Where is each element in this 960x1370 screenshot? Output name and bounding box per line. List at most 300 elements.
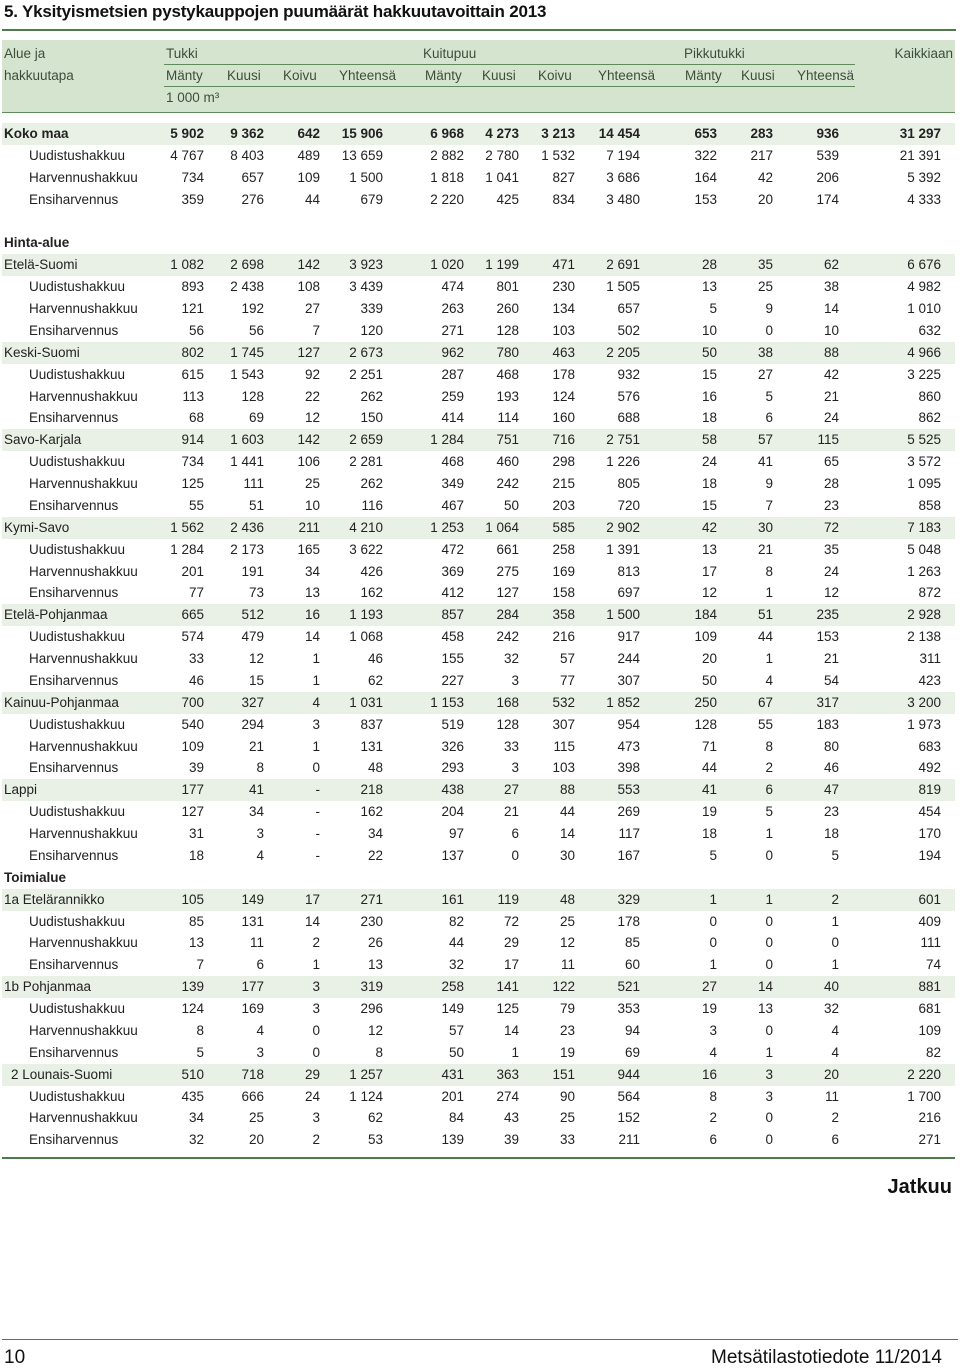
cell-value: 1 500: [349, 169, 383, 185]
table-row: [2, 911, 955, 933]
table-row: [2, 320, 955, 342]
cell-value: 460: [496, 454, 519, 470]
publication-name: Metsätilastotiedote 11/2014: [711, 1347, 942, 1368]
cell-value: 28: [701, 257, 717, 273]
cell-value: 142: [297, 432, 320, 448]
cell-value: 183: [816, 716, 839, 732]
cell-value: 472: [441, 541, 464, 557]
cell-value: 601: [918, 891, 941, 907]
cell-value: 27: [701, 979, 717, 995]
cell-value: 0: [709, 913, 717, 929]
table-row: [2, 1129, 955, 1151]
cell-value: 2 205: [606, 344, 640, 360]
cell-value: 28: [823, 476, 839, 491]
cell-value: 177: [181, 782, 204, 798]
cell-value: 30: [757, 519, 773, 535]
row-label: Etelä-Suomi: [4, 257, 78, 273]
cell-value: 14: [823, 301, 839, 316]
cell-value: 932: [617, 366, 640, 382]
group-tukki: Tukki: [166, 46, 198, 61]
cell-value: 8: [765, 563, 773, 579]
cell-value: 13: [701, 541, 717, 557]
cell-value: 51: [757, 607, 773, 623]
cell-value: 109: [694, 629, 717, 645]
cell-value: 42: [757, 169, 773, 185]
cell-value: 2 751: [606, 432, 640, 448]
cell-value: 109: [918, 1022, 941, 1038]
cell-value: 819: [918, 782, 941, 798]
cell-value: 57: [448, 1022, 464, 1038]
table-row: [2, 889, 955, 911]
row-label: Uudistushakkuu: [29, 804, 126, 820]
cell-value: 20: [248, 1132, 264, 1148]
cell-value: 1: [765, 826, 773, 841]
row-label: Ensiharvennus: [29, 672, 119, 688]
cell-value: 117: [618, 826, 640, 841]
cell-value: 468: [496, 366, 519, 382]
cell-value: 215: [552, 476, 575, 491]
cell-value: 5: [765, 388, 773, 404]
cell-value: 4: [831, 1044, 839, 1060]
cell-value: 532: [552, 694, 575, 710]
cell-value: 14: [304, 629, 320, 645]
cell-value: 94: [624, 1022, 640, 1038]
header-row-label-2: hakkuutapa: [4, 68, 74, 83]
cell-value: 1 020: [430, 257, 464, 273]
cell-value: 68: [188, 410, 204, 426]
cell-value: 7 194: [606, 147, 640, 163]
cell-value: 72: [503, 913, 519, 929]
cell-value: 250: [694, 694, 717, 710]
cell-value: 25: [757, 279, 773, 295]
cell-value: 1: [831, 913, 839, 929]
cell-value: 121: [181, 301, 204, 316]
cell-value: 43: [503, 1110, 519, 1126]
cell-value: 353: [617, 1001, 640, 1016]
cell-value: 4 982: [907, 279, 941, 295]
cell-value: 111: [920, 935, 941, 951]
cell-value: 2 281: [349, 454, 383, 470]
cell-value: 657: [617, 301, 640, 316]
cell-value: 5: [709, 847, 717, 863]
cell-value: 6 676: [907, 257, 941, 273]
cell-value: 5 902: [170, 126, 204, 141]
cell-value: 16: [304, 607, 320, 623]
cell-value: 103: [552, 322, 575, 338]
cell-value: 8: [375, 1044, 383, 1060]
cell-value: 14: [559, 826, 575, 841]
cell-value: 962: [441, 344, 464, 360]
cell-value: 0: [765, 322, 773, 338]
cell-value: 79: [559, 1001, 575, 1016]
cell-value: 1: [765, 1044, 773, 1060]
table-row: [2, 342, 955, 364]
cell-value: 39: [503, 1132, 519, 1148]
row-label: Ensiharvennus: [29, 191, 119, 207]
cell-value: 1 010: [907, 301, 941, 316]
cell-value: 38: [757, 344, 773, 360]
row-label: Savo-Karjala: [4, 432, 82, 448]
cell-value: 46: [367, 651, 383, 666]
cell-value: 109: [297, 169, 320, 185]
cell-value: 14 454: [598, 126, 640, 141]
cell-value: 13: [304, 585, 320, 601]
cell-value: 42: [823, 366, 839, 382]
cell-value: 4: [709, 1044, 717, 1060]
cell-value: 260: [496, 301, 519, 316]
cell-value: 71: [701, 738, 717, 754]
cell-value: 106: [297, 454, 320, 470]
cell-value: 502: [617, 322, 640, 338]
cell-value: 242: [496, 476, 519, 491]
cell-value: 1 505: [606, 279, 640, 295]
cell-value: 13 659: [341, 147, 383, 163]
cell-value: 1 543: [230, 366, 264, 382]
cell-value: 458: [441, 629, 464, 645]
cell-value: 25: [304, 476, 320, 491]
cell-value: 2 673: [349, 344, 383, 360]
cell-value: 242: [496, 629, 519, 645]
cell-value: 230: [552, 279, 575, 295]
cell-value: -: [315, 804, 320, 820]
cell-value: 4: [256, 1022, 264, 1038]
cell-value: 34: [248, 804, 264, 820]
cell-value: 6: [709, 1132, 717, 1148]
cell-value: 1 153: [430, 694, 464, 710]
cell-value: 0: [709, 935, 717, 951]
cell-value: 666: [241, 1088, 264, 1104]
cell-value: 2: [312, 1132, 320, 1148]
cell-value: 206: [816, 169, 839, 185]
cell-value: 60: [624, 957, 640, 973]
cell-value: 2: [765, 760, 773, 776]
page-title: 5. Yksityismetsien pystykauppojen puumäärät hakkuutavoittain 2013: [4, 2, 547, 21]
cell-value: 23: [823, 804, 839, 820]
cell-value: 160: [552, 410, 575, 426]
cell-value: 84: [448, 1110, 464, 1126]
cell-value: 58: [701, 432, 717, 448]
cell-value: 2: [312, 935, 320, 951]
cell-value: 20: [757, 191, 773, 207]
cell-value: 2 928: [907, 607, 941, 623]
cell-value: 398: [617, 760, 640, 776]
cell-value: 21 391: [899, 147, 941, 163]
cell-value: 271: [360, 891, 383, 907]
cell-value: 468: [441, 454, 464, 470]
cell-value: 3 439: [349, 279, 383, 295]
cell-value: 149: [441, 1001, 464, 1016]
cell-value: 125: [181, 476, 204, 491]
table-row: [2, 145, 955, 167]
cell-value: 80: [823, 738, 839, 754]
cell-value: 510: [181, 1066, 204, 1082]
cell-value: 69: [624, 1044, 640, 1060]
cell-value: 0: [765, 847, 773, 863]
cell-value: 425: [496, 191, 519, 207]
cell-value: 62: [367, 672, 383, 688]
cell-value: 3: [765, 1088, 773, 1104]
cell-value: 917: [617, 629, 640, 645]
cell-value: 296: [360, 1001, 383, 1016]
cell-value: 30: [559, 847, 575, 863]
table-row: [2, 123, 955, 145]
cell-value: 51: [248, 497, 264, 513]
cell-value: 3: [511, 672, 519, 688]
cell-value: 688: [617, 410, 640, 426]
cell-value: 128: [694, 716, 717, 732]
row-label: Harvennushakkuu: [29, 476, 138, 491]
cell-value: 5: [765, 804, 773, 820]
cell-value: 1: [765, 651, 773, 666]
cell-value: 41: [248, 782, 264, 798]
cell-value: 7: [765, 497, 773, 513]
cell-value: 19: [701, 804, 717, 820]
cell-value: 4 333: [907, 191, 941, 207]
cell-value: 54: [823, 672, 839, 688]
cell-value: 18: [701, 826, 717, 841]
cell-value: 73: [248, 585, 264, 601]
cell-value: 115: [817, 432, 839, 448]
cell-value: 125: [496, 1001, 519, 1016]
row-label: Lappi: [4, 782, 38, 798]
cell-value: 2 251: [349, 366, 383, 382]
cell-value: 56: [248, 322, 264, 338]
cell-value: 2: [831, 891, 839, 907]
cell-value: 298: [552, 454, 575, 470]
cell-value: 0: [765, 935, 773, 951]
cell-value: 1 082: [170, 257, 204, 273]
cell-value: 1 263: [907, 563, 941, 579]
cell-value: 13: [701, 279, 717, 295]
cell-value: 857: [441, 607, 464, 623]
cell-value: 62: [823, 257, 839, 273]
cell-value: 8: [196, 1022, 204, 1038]
cell-value: 178: [617, 913, 640, 929]
cell-value: 6 968: [430, 126, 464, 141]
cell-value: 0: [312, 760, 320, 776]
cell-value: 311: [919, 651, 941, 666]
cell-value: 801: [496, 279, 519, 295]
cell-value: 1 284: [430, 432, 464, 448]
cell-value: 326: [441, 738, 464, 754]
subcol-pikku-manty: Mänty: [685, 68, 722, 83]
cell-value: 1 973: [907, 716, 941, 732]
cell-value: 860: [918, 388, 941, 404]
subcol-tukki-manty: Mänty: [166, 68, 203, 83]
cell-value: 27: [503, 782, 519, 798]
cell-value: 1 226: [606, 454, 640, 470]
cell-value: 15: [701, 366, 717, 382]
cell-value: 4 273: [485, 126, 519, 141]
cell-value: 1 095: [907, 476, 941, 491]
section-heading-row: [2, 232, 955, 254]
cell-value: 11: [560, 957, 575, 973]
cell-value: 211: [618, 1132, 640, 1148]
cell-value: 7 183: [907, 519, 941, 535]
cell-value: -: [315, 847, 320, 863]
row-label: Harvennushakkuu: [29, 1022, 138, 1038]
cell-value: 473: [617, 738, 640, 754]
cell-value: 805: [617, 476, 640, 491]
unit-label: 1 000 m³: [166, 90, 220, 105]
cell-value: 283: [750, 126, 773, 141]
cell-value: 2 173: [230, 541, 264, 557]
row-label: Ensiharvennus: [29, 847, 119, 863]
cell-value: 262: [360, 476, 383, 491]
cell-value: 1: [709, 891, 717, 907]
cell-value: 204: [441, 804, 464, 820]
cell-value: 164: [694, 169, 717, 185]
table-row: [2, 976, 955, 998]
table-row: [2, 823, 955, 845]
cell-value: 5: [709, 301, 717, 316]
cell-value: 10: [304, 497, 320, 513]
row-label: 2 Lounais-Suomi: [11, 1066, 113, 1082]
row-label: Harvennushakkuu: [29, 301, 138, 316]
cell-value: 720: [617, 497, 640, 513]
row-label: Ensiharvennus: [29, 760, 119, 776]
cell-value: 258: [441, 979, 464, 995]
table-row: [2, 845, 955, 867]
cell-value: 3: [312, 979, 320, 995]
cell-value: 13: [367, 957, 383, 973]
cell-value: 274: [496, 1088, 519, 1104]
cell-value: 827: [552, 169, 575, 185]
cell-value: 17: [304, 891, 320, 907]
subcol-underline: [164, 86, 855, 87]
cell-value: 169: [241, 1001, 264, 1016]
cell-value: 62: [367, 1110, 383, 1126]
cell-value: 944: [617, 1066, 640, 1082]
cell-value: 230: [360, 913, 383, 929]
cell-value: 914: [181, 432, 204, 448]
cell-value: 170: [918, 826, 941, 841]
cell-value: 474: [441, 279, 464, 295]
cell-value: 201: [181, 563, 204, 579]
cell-value: 409: [918, 913, 941, 929]
table-row: [2, 714, 955, 736]
cell-value: 359: [181, 191, 204, 207]
cell-value: 216: [918, 1110, 941, 1126]
table-row: [2, 473, 955, 495]
cell-value: 55: [188, 497, 204, 513]
cell-value: 44: [448, 935, 464, 951]
cell-value: 3: [511, 760, 519, 776]
table-header: [2, 40, 955, 113]
cell-value: 1 700: [907, 1088, 941, 1104]
cell-value: 936: [816, 126, 839, 141]
cell-value: 17: [701, 563, 717, 579]
cell-value: 22: [367, 847, 383, 863]
cell-value: 40: [823, 979, 839, 995]
cell-value: 1 068: [349, 629, 383, 645]
cell-value: 681: [918, 1001, 941, 1016]
cell-value: 2 691: [606, 257, 640, 273]
cell-value: 834: [552, 191, 575, 207]
cell-value: 294: [241, 716, 264, 732]
cell-value: 149: [241, 891, 264, 907]
cell-value: 203: [552, 497, 575, 513]
cell-value: 85: [624, 935, 640, 951]
cell-value: 34: [367, 826, 383, 841]
cell-value: 1 852: [606, 694, 640, 710]
cell-value: 169: [552, 563, 575, 579]
cell-value: 152: [617, 1110, 640, 1126]
cell-value: 4 767: [170, 147, 204, 163]
cell-value: 26: [367, 935, 383, 951]
cell-value: 77: [188, 585, 204, 601]
cell-value: 15: [248, 672, 264, 688]
cell-value: 0: [312, 1022, 320, 1038]
cell-value: 492: [918, 760, 941, 776]
cell-value: 454: [918, 804, 941, 820]
cell-value: 57: [757, 432, 773, 448]
cell-value: 127: [181, 804, 204, 820]
subcol-tukki-koivu: Koivu: [283, 68, 317, 83]
cell-value: 262: [360, 388, 383, 404]
cell-value: 293: [441, 760, 464, 776]
cell-value: 1: [831, 957, 839, 973]
table-row: [2, 582, 955, 604]
cell-value: 201: [441, 1088, 464, 1104]
cell-value: 1 603: [230, 432, 264, 448]
cell-value: 11: [249, 935, 264, 951]
cell-value: 174: [816, 191, 839, 207]
group-pikkutukki: Pikkutukki: [684, 46, 745, 61]
cell-value: 153: [694, 191, 717, 207]
table-row: [2, 757, 955, 779]
row-label: Ensiharvennus: [29, 585, 119, 601]
cell-value: 46: [188, 672, 204, 688]
cell-value: -: [315, 826, 320, 841]
cell-value: 109: [181, 738, 204, 754]
cell-value: 1: [312, 738, 320, 754]
cell-value: 317: [816, 694, 839, 710]
cell-value: 24: [304, 1088, 320, 1104]
cell-value: 1: [511, 1044, 519, 1060]
cell-value: 1 441: [230, 454, 264, 470]
cell-value: 177: [241, 979, 264, 995]
cell-value: 92: [304, 366, 320, 382]
cell-value: 2 780: [485, 147, 519, 163]
cell-value: 155: [441, 651, 464, 666]
cell-value: 6: [831, 1132, 839, 1148]
cell-value: 3: [709, 1022, 717, 1038]
subcol-tukki-yhteensa: Yhteensä: [339, 68, 397, 83]
cell-value: 284: [496, 607, 519, 623]
cell-value: 34: [188, 1110, 204, 1126]
cell-value: 5 525: [907, 432, 941, 448]
table-row: [2, 626, 955, 648]
cell-value: 16: [701, 388, 717, 404]
cell-value: 10: [823, 322, 839, 338]
cell-value: 184: [694, 607, 717, 623]
cell-value: 127: [297, 344, 320, 360]
table-row: [2, 167, 955, 189]
cell-value: 954: [617, 716, 640, 732]
row-label: Ensiharvennus: [29, 1132, 119, 1148]
cell-value: 227: [441, 672, 464, 688]
row-label: Uudistushakkuu: [29, 279, 126, 295]
table-row: [2, 517, 955, 539]
cell-value: 31: [188, 826, 204, 841]
cell-value: 0: [765, 1110, 773, 1126]
row-label: Kymi-Savo: [4, 519, 70, 535]
cell-value: 3 200: [907, 694, 941, 710]
cell-value: 519: [441, 716, 464, 732]
cell-value: 162: [360, 585, 383, 601]
cell-value: 1 391: [606, 541, 640, 557]
